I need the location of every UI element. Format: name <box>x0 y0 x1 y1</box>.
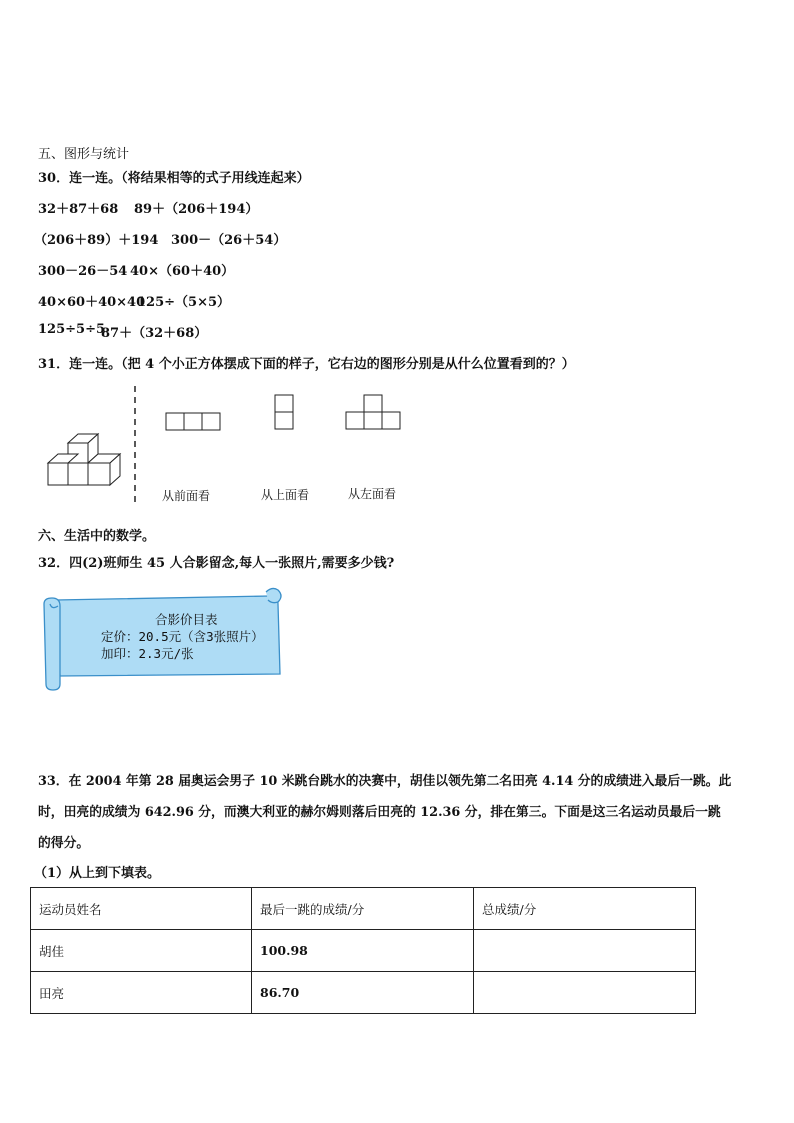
q30-left-expr-5: 125÷5÷5 <box>38 322 106 337</box>
q30-right-expr-3: 40×（60＋40） <box>130 264 235 279</box>
athlete-name-cell: 田亮 <box>31 972 252 1014</box>
price-card-base-price: 定价：20.5元（含3张照片） <box>101 629 264 644</box>
header-last-dive-score: 最后一跳的成绩/分 <box>252 888 474 930</box>
q33-text-line-1: 33．在 2004 年第 28 届奥运会男子 10 米跳台跳水的决赛中，胡佳以领先第二名田亮 4.14 分的成绩进入最后一跳。此 <box>38 774 732 789</box>
last-dive-score-cell: 86.70 <box>252 972 474 1014</box>
header-athlete-name: 运动员姓名 <box>31 888 252 930</box>
table-header-row <box>31 888 696 930</box>
total-score-blank[interactable] <box>474 972 696 1014</box>
last-dive-score-cell: 100.98 <box>252 930 474 972</box>
q30-left-expr-2: （206＋89）＋194 <box>34 233 159 248</box>
q33-sub-question-1: （1）从上到下填表。 <box>34 866 161 881</box>
score-table <box>30 887 696 1014</box>
q31-title: 31．连一连。（把 4 个小正方体摆成下面的样子，它右边的图形分别是从什么位置看到的？） <box>38 357 575 372</box>
left-view-label: 从左面看 <box>348 487 397 501</box>
q30-right-expr-1: 89＋（206＋194） <box>134 202 259 217</box>
q30-left-expr-3: 300－26－54 <box>38 264 128 279</box>
front-view-label: 从前面看 <box>162 489 211 503</box>
q30-right-expr-4: 125÷（5×5） <box>137 295 231 310</box>
q30-right-expr-5: 87＋（32＋68） <box>101 326 208 341</box>
price-card-title: 合影价目表 <box>155 612 218 627</box>
q30-left-expr-4: 40×60＋40×40 <box>38 295 146 310</box>
table-row <box>31 930 696 972</box>
q33-text-line-2: 时，田亮的成绩为 642.96 分，而澳大利亚的赫尔姆则落后田亮的 12.36 分，排在第三。下面是这三名运动员最后一跳 <box>38 805 721 820</box>
top-view-label: 从上面看 <box>261 488 310 502</box>
q30-title: 30．连一连。（将结果相等的式子用线连起来） <box>38 171 310 186</box>
total-score-blank[interactable] <box>474 930 696 972</box>
header-total-score: 总成绩/分 <box>474 888 696 930</box>
q32-title: 32．四(2)班师生 45 人合影留念,每人一张照片,需要多少钱? <box>38 556 395 571</box>
table-row <box>31 972 696 1014</box>
q33-text-line-3: 的得分。 <box>38 836 90 851</box>
section-5-title: 五、图形与统计 <box>38 147 130 162</box>
q30-left-expr-1: 32＋87＋68 <box>38 202 119 217</box>
q30-right-expr-2: 300－（26＋54） <box>171 233 287 248</box>
athlete-name-cell: 胡佳 <box>31 930 252 972</box>
price-card-extra-print: 加印：2.3元/张 <box>101 646 194 661</box>
section-6-title: 六、生活中的数学。 <box>38 529 156 544</box>
